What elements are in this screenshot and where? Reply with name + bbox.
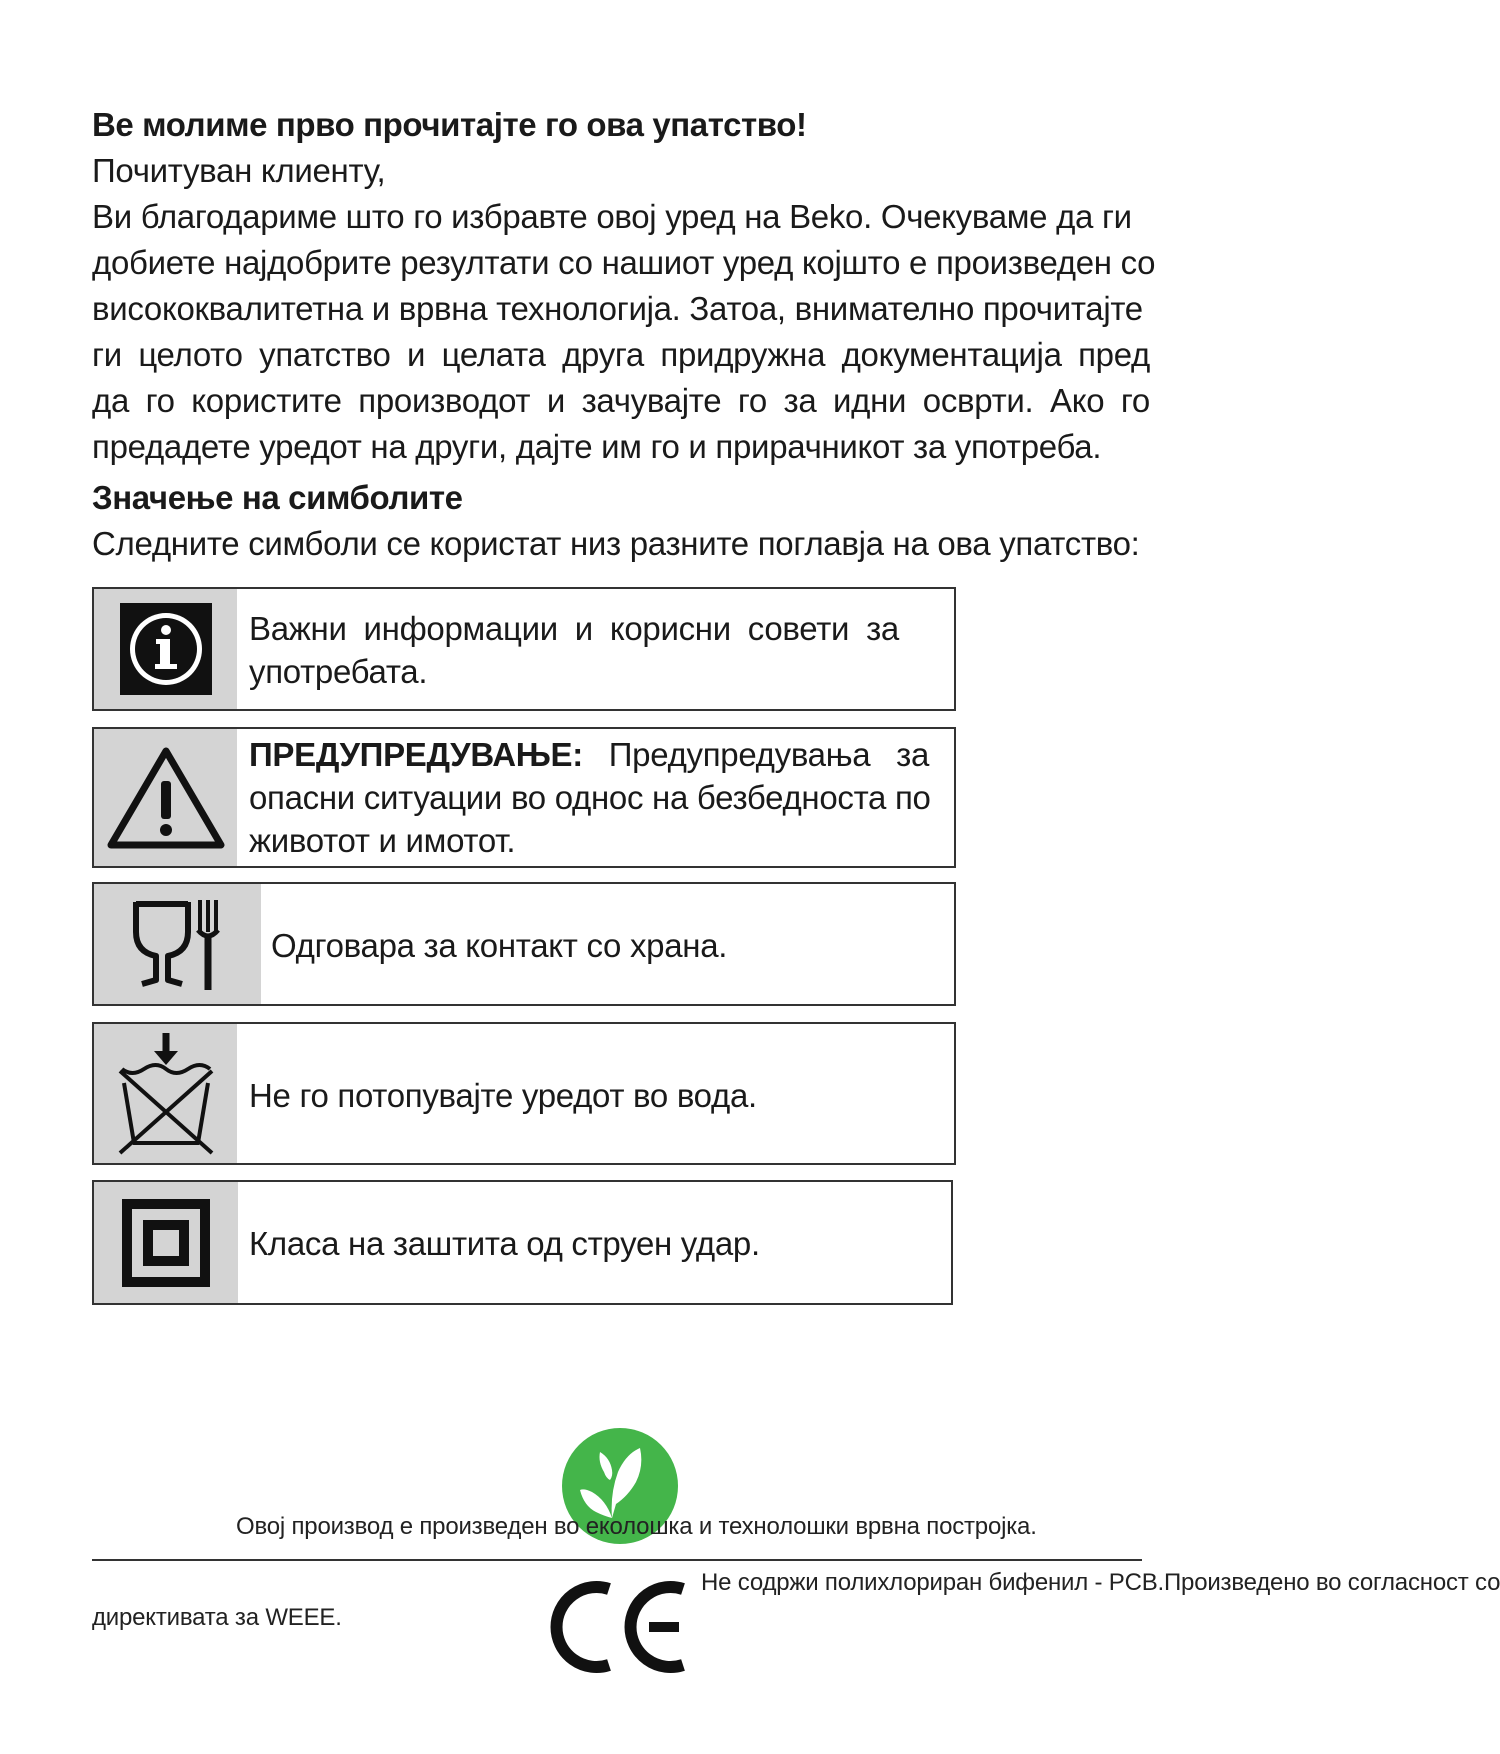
ce-mark-icon xyxy=(547,1575,693,1679)
symbols-heading: Значење на симболите xyxy=(92,479,463,516)
symbol-text-line: Класа на заштита од струен удар. xyxy=(249,1225,760,1262)
symbol-text-line xyxy=(249,733,929,776)
symbol-row-info xyxy=(92,587,956,711)
symbol-row-warning xyxy=(92,727,956,868)
intro-line: предадете уредот на други, дајте им го и прирачникот за употреба. xyxy=(92,428,1102,465)
symbol-row-food-contact xyxy=(92,882,956,1006)
symbol-text-line: животот и имотот. xyxy=(249,822,516,859)
pcb-note: Не содржи полихлориран бифенил - PCB.Произведено во согласност со xyxy=(701,1569,1500,1596)
info-icon xyxy=(94,589,237,709)
greeting-line: Почитуван клиенту, xyxy=(92,152,386,189)
symbol-text-line: опасни ситуации во однос на безбедноста по xyxy=(249,779,931,816)
footer-divider xyxy=(92,1559,1142,1561)
symbol-description xyxy=(249,733,929,862)
eco-caption: Овој производ е произведен во еколошка и технолошки врвна постројка. xyxy=(236,1513,1037,1540)
symbol-row-double-insulation xyxy=(92,1180,953,1305)
warning-text: Предупредувања за xyxy=(608,736,929,773)
symbol-description xyxy=(249,1074,899,1117)
symbol-text-line: употребата. xyxy=(249,653,428,690)
symbol-text-line: Важни информации и корисни совети за xyxy=(249,610,899,647)
page-title: Ве молиме прво прочитајте го ова упатство! xyxy=(92,106,807,143)
symbols-intro xyxy=(92,521,1150,567)
intro-paragraph xyxy=(92,148,1156,470)
weee-note: директивата за WEEE. xyxy=(92,1604,342,1631)
symbol-description xyxy=(249,607,899,693)
symbol-text-line: Не го потопувајте уредот во вода. xyxy=(249,1077,757,1114)
no-immersion-icon xyxy=(94,1024,237,1163)
symbols-intro-line: Следните симболи се користат низ разните поглавја на ова упатство: xyxy=(92,525,1140,562)
warning-title: ПРЕДУПРЕДУВАЊЕ: xyxy=(249,736,583,773)
symbol-description xyxy=(249,1222,899,1265)
symbol-description xyxy=(271,924,921,967)
intro-line: да го користите производот и зачувајте го за идни осврти. Ако го xyxy=(92,382,1150,419)
symbol-row-no-immersion xyxy=(92,1022,956,1165)
food-contact-icon xyxy=(94,884,261,1004)
symbol-text-line: Одговара за контакт со храна. xyxy=(271,927,728,964)
intro-line: ги целото упатство и целата друга придружна документација пред xyxy=(92,336,1150,373)
warning-icon xyxy=(94,729,237,866)
intro-line: добиете најдобрите резултати со нашиот уред којшто е произведен со xyxy=(92,244,1156,281)
intro-line: висококвалитетна и врвна технологија. Затоа, внимателно прочитајте xyxy=(92,290,1143,327)
double-insulation-icon xyxy=(94,1182,238,1303)
intro-line: Ви благодариме што го избравте овој уред на Beko. Очекуваме да ги xyxy=(92,198,1132,235)
